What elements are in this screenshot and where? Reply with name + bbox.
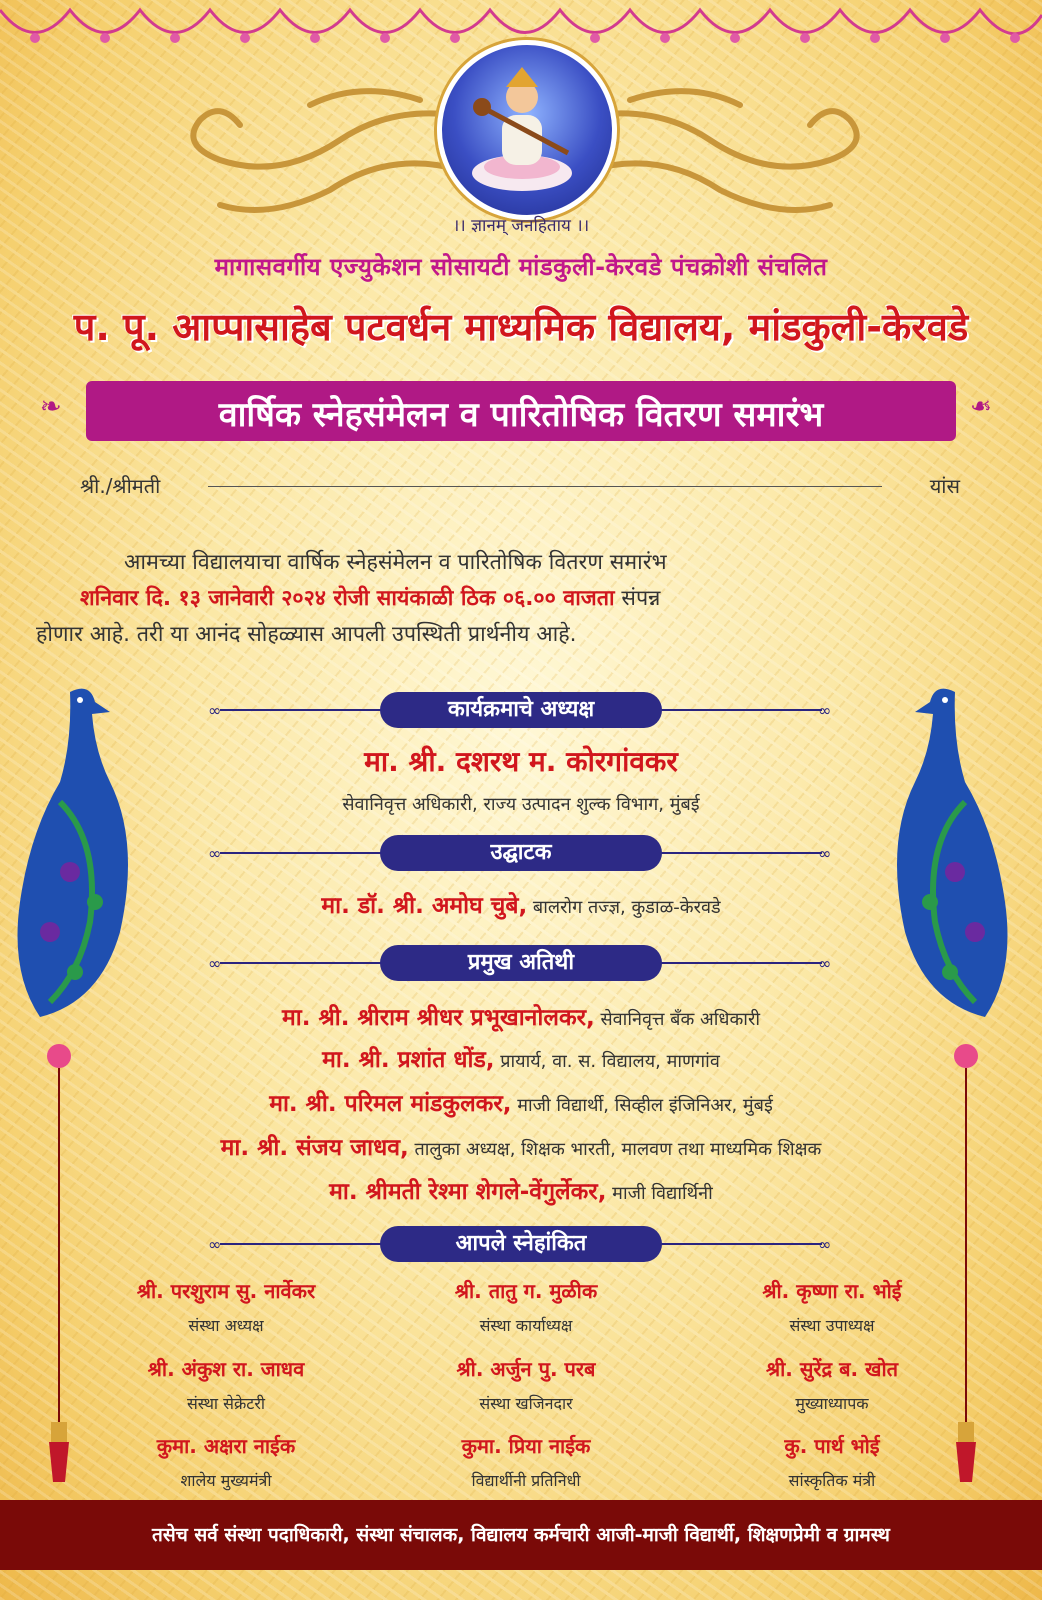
footer-text: तसेच सर्व संस्था पदाधिकारी, संस्था संचालक, विद्यालय कर्मचारी आजी-माजी विद्यार्थी, शिक्षणप्रेमी व ग्रामस्थ (152, 1524, 890, 1546)
knot-icon: ∞ (818, 701, 832, 720)
section-heading: प्रमुख अतिथी (380, 945, 662, 981)
invitee-blank (208, 486, 882, 487)
event-title: वार्षिक स्नेहसंमेलन व पारितोषिक वितरण समारंभ (218, 395, 824, 435)
knot-icon: ∞ (208, 844, 222, 863)
guest-entry: मा. श्रीमती रेश्मा शेगले-वेंगुर्लेकर, माजी विद्यार्थिनी (329, 1179, 713, 1205)
section-inaugurator (0, 835, 1042, 871)
section-heading: आपले स्नेहांकित (380, 1226, 662, 1262)
section-president (0, 692, 1042, 728)
salutation: श्री./श्रीमती (80, 474, 161, 498)
guest-entry: मा. श्री. प्रशांत धोंड, प्रायार्य, वा. स. विद्यालय, माणगांव (322, 1047, 720, 1073)
event-datetime: शनिवार दि. १३ जानेवारी २०२४ रोजी सायंकाळी ठिक ०६.०० वाजता (80, 586, 615, 611)
section-heading: उद्घाटक (380, 835, 662, 871)
school-name: प. पू. आप्पासाहेब पटवर्धन माध्यमिक विद्यालय, मांडकुली-केरवडे (73, 305, 969, 349)
host-card: कुमा. प्रिया नाईक विद्यार्थीनी प्रतिनिधी (461, 1434, 591, 1490)
knot-icon: ∞ (208, 954, 222, 973)
inaugurator-name: मा. डॉ. श्री. अमोघ चुबे, (321, 893, 528, 919)
host-card: श्री. अंकुश रा. जाधव संस्था सेक्रेटरी (147, 1357, 305, 1413)
host-card: श्री. कृष्णा रा. भोई संस्था उपाध्यक्ष (762, 1279, 902, 1335)
host-card: कुमा. अक्षरा नाईक शालेय मुख्यमंत्री (156, 1434, 296, 1490)
guest-entry: मा. श्री. श्रीराम श्रीधर प्रभूखानोलकर, सेवानिवृत्त बँक अधिकारी (282, 1005, 760, 1031)
motto: ।। ज्ञानम् जनहिताय ।। (452, 216, 590, 236)
host-card: श्री. अर्जुन पु. परब संस्था खजिनदार (456, 1357, 596, 1413)
invitation-paragraph (36, 545, 960, 653)
society-name: मागासवर्गीय एज्युकेशन सोसायटी मांडकुली-केरवडे पंचक्रोशी संचलित (214, 253, 828, 281)
guest-entry: मा. श्री. परिमल मांडकुलकर, माजी विद्यार्थी, सिव्हील इंजिनिअर, मुंबई (269, 1091, 773, 1117)
inaugurator-entry (0, 888, 1042, 920)
paragraph-line-2-tail: संपन्न (614, 586, 661, 611)
flourish-left-icon: ❧ (40, 392, 62, 422)
knot-icon: ∞ (818, 1235, 832, 1254)
section-hosts (0, 1226, 1042, 1262)
host-card: श्री. सुरेंद्र ब. खोत मुख्याध्यापक (765, 1357, 899, 1413)
knot-icon: ∞ (208, 701, 222, 720)
president-desc: सेवानिवृत्त अधिकारी, राज्य उत्पादन शुल्क विभाग, मुंबई (342, 794, 700, 815)
flourish-right-icon: ❧ (970, 392, 992, 422)
guest-entry: मा. श्री. संजय जाधव, तालुका अध्यक्ष, शिक्षक भारती, मालवण तथा माध्यमिक शिक्षक (220, 1135, 822, 1161)
knot-icon: ∞ (208, 1235, 222, 1254)
president-name: मा. श्री. दशरथ म. कोरगांवकर (364, 745, 678, 778)
invitee-line (80, 470, 960, 500)
host-card: श्री. परशुराम सु. नार्वेकर संस्था अध्यक्ष (136, 1279, 316, 1335)
host-card: कु. पार्थ भोई सांस्कृतिक मंत्री (784, 1434, 880, 1490)
knot-icon: ∞ (818, 844, 832, 863)
saraswati-medallion-icon (437, 40, 617, 220)
host-card: श्री. तातु ग. मुळीक संस्था कार्याध्यक्ष (454, 1279, 598, 1335)
paragraph-line-1: आमच्या विद्यालयाचा वार्षिक स्नेहसंमेलन व पारितोषिक वितरण समारंभ (124, 550, 667, 575)
inaugurator-desc: बालरोग तज्ज्ञ, कुडाळ-केरवडे (527, 897, 721, 918)
section-heading: कार्यक्रमाचे अध्यक्ष (380, 692, 662, 728)
knot-icon: ∞ (818, 954, 832, 973)
paragraph-line-3: होणार आहे. तरी या आनंद सोहळ्यास आपली उपस्थिती प्रार्थनीय आहे. (36, 622, 577, 647)
addressee-suffix: यांस (929, 474, 960, 498)
section-guests (0, 945, 1042, 981)
